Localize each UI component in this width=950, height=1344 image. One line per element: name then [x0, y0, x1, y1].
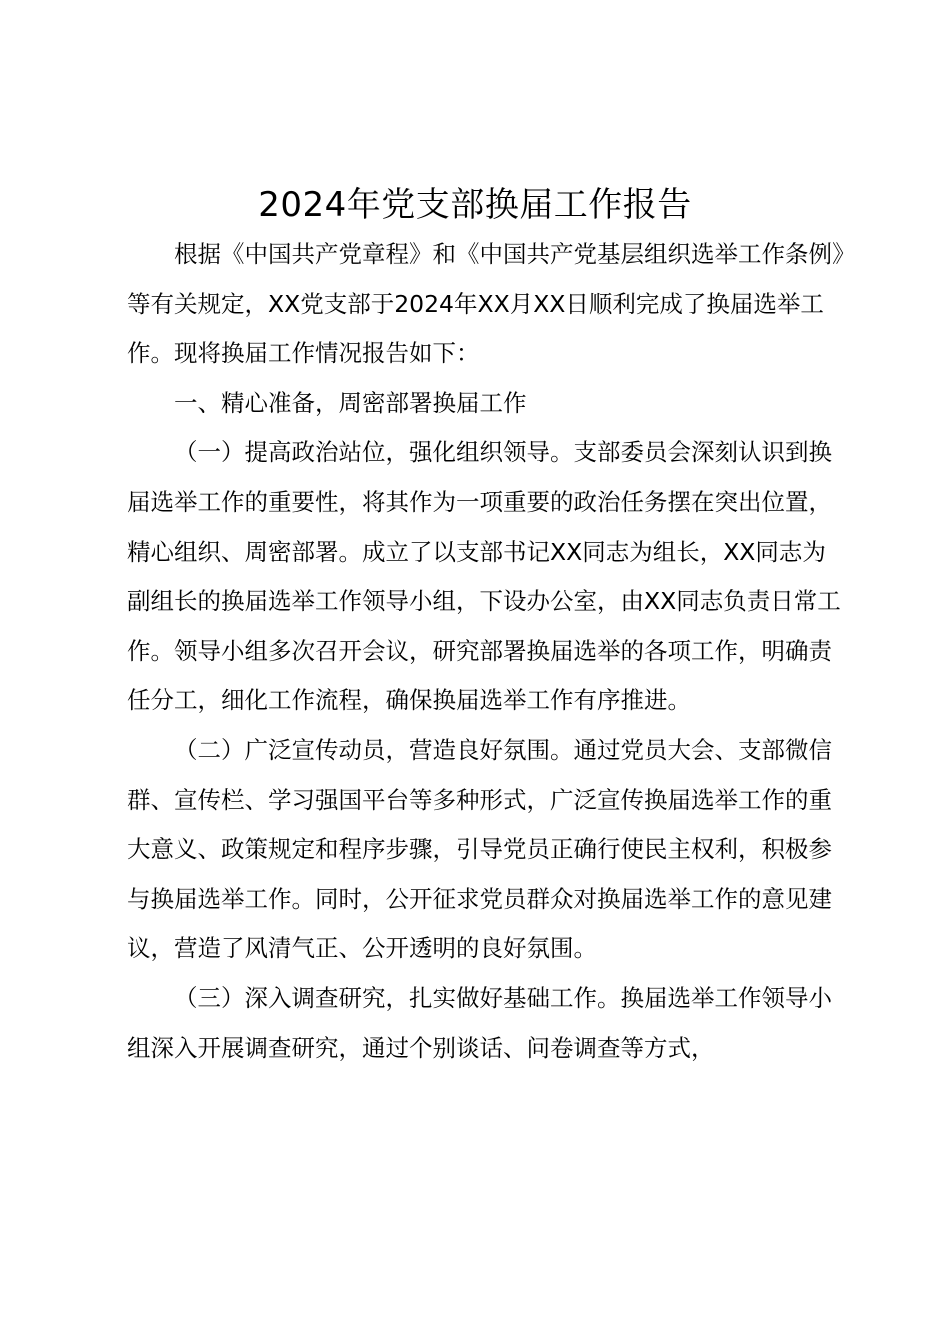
body-paragraph: （三）深入调查研究，扎实做好基础工作。换届选举工作领导小组深入开展调查研究，通过个别谈话、问卷调查等方式，	[127, 983, 832, 1062]
body-paragraph: （一）提高政治站位，强化组织领导。支部委员会深刻认识到换届选举工作的重要性，将其作为一项重要的政治任务摆在突出位置，精心组织、周密部署。成立了以支部书记XX同志为组长，XX同志为副组长的换届选举工作领导小组，下设办公室，由XX同志负责日常工作。领导小组多次召开会议，研究部署换届选举的各项工作，明确责任分工，细化工作流程，确保换届选举工作有序推进。	[127, 438, 841, 715]
intro-paragraph: 根据《中国共产党章程》和《中国共产党基层组织选举工作条例》等有关规定，XX党支部于2024年XX月XX日顺利完成了换届选举工作。现将换届工作情况报告如下：	[127, 240, 844, 368]
body-paragraph: （二）广泛宣传动员，营造良好氛围。通过党员大会、支部微信群、宣传栏、学习强国平台等多种形式，广泛宣传换届选举工作的重大意义、政策规定和程序步骤，引导党员正确行使民主权利，积极参与换届选举工作。同时，公开征求党员群众对换届选举工作的意见建议，营造了风清气正、公开透明的良好氛围。	[127, 735, 832, 963]
document-body	[127, 230, 847, 1073]
section-heading: 一、精心准备，周密部署换届工作	[174, 388, 527, 417]
document-title: 2024年党支部换届工作报告	[258, 185, 692, 225]
